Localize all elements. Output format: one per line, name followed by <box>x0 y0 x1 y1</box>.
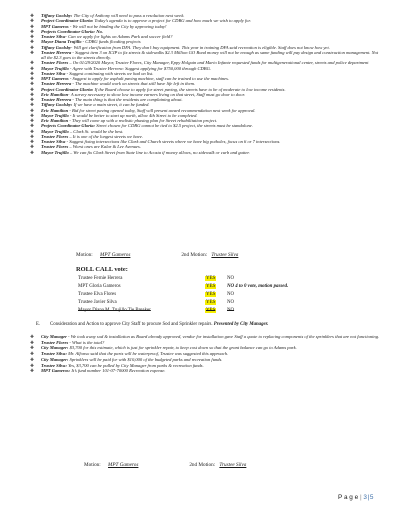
speaker-name: Trustee Silva <box>41 70 66 76</box>
vote-no: NO <box>227 292 235 297</box>
statement-text: - Suggest item 3 on ICIP to fix streets & sidewalks $2.3 Million GO Bond money will not be enough as same funding will pay design and construction management. Not all the $2.3 goes to the streets directly. <box>41 49 379 60</box>
statement-text: - Suggest fixing intersections like Clark and Church streets where we have big potholes, focus on 6 or 7 intersections. <box>66 139 281 144</box>
speaker-name: Mayor Trujillo <box>41 65 69 71</box>
bullet-diamond-icon: ❖ <box>30 133 35 139</box>
statement-text: - Suggest to apply for asphalt paving machine, staff can be trained to use the machines. <box>69 76 230 81</box>
bullet-diamond-icon: ❖ <box>30 34 35 39</box>
statement-text: Today’s agenda is to approve a project for CDBG and how much we wish to apply for. <box>94 18 251 24</box>
page-separator: | <box>367 494 370 501</box>
speaker-name: MPT Gameros <box>41 23 69 29</box>
bullet-diamond-icon: ❖ <box>30 91 35 97</box>
speaker-name: Trustee Herrera <box>41 81 72 87</box>
vote-yes-cell <box>203 283 225 291</box>
bullet-diamond-icon: ❖ <box>30 81 35 87</box>
motion-line-2 <box>84 462 246 468</box>
statement-text: Street chosen for CDBG cannot be tied to $2.5 project, the streets must be standalone. <box>96 123 253 129</box>
bullet-diamond-icon: ❖ <box>30 123 35 129</box>
table-row <box>76 299 339 307</box>
speaker-name: Project Coordinator Gloria: <box>41 86 94 92</box>
statement-text: - Agree with Trustee Herrera: Suggest applying for $750,000 through CDBG. <box>69 65 212 71</box>
footer-divider: | <box>359 494 362 501</box>
second-motion-label: 2nd Motion: <box>189 462 216 468</box>
bullet-diamond-icon: ❖ <box>30 13 35 18</box>
statement-text: - We will not be binding the City by approving today! <box>69 23 167 29</box>
agenda-item-presenter: Presented by City Manager. <box>213 322 269 327</box>
speaker-name: Trustee Silva: <box>41 351 67 357</box>
speaker-name: City Manager: <box>41 345 69 351</box>
speaker-name: Trustee Silva- <box>41 34 67 39</box>
speaker-name: Trustee Flores <box>41 133 69 139</box>
bullet-diamond-icon: ❖ <box>30 23 35 29</box>
roll-call-table <box>76 275 339 315</box>
bullet-diamond-icon: ❖ <box>30 39 35 45</box>
speaker-name: Project Coordinator Gloria: <box>41 18 94 24</box>
page-footer <box>338 494 374 501</box>
bullet-diamond-icon: ❖ <box>30 49 35 55</box>
motion-value: MPT Gameros <box>100 252 131 258</box>
bullet-diamond-icon: ❖ <box>30 118 35 123</box>
statement-text: Sprinklers will be paid for with $10,000 of the budgeted parks and recreation funds. <box>69 356 223 362</box>
statement-text: - They will come up with a realistic phasing plan for Street rehabilitation project. <box>69 118 218 123</box>
vote-yes: YES <box>206 308 216 313</box>
statement-text: – Worst ones are Kalar & Lee Avenues. <box>69 144 141 150</box>
vote-yes: YES <box>206 300 216 305</box>
bullet-diamond-icon: ❖ <box>30 65 35 71</box>
page-total: 5 <box>369 494 374 501</box>
bullet-diamond-icon: ❖ <box>30 107 35 113</box>
motion-value: MPT Gameros <box>108 462 139 468</box>
statement-text: - Bid for street paving opened today, Staff will present award recommendation next week for approval. <box>69 107 256 113</box>
statement-text: Will get clarification from DFA. They don’t buy equipment. This year in training DFA said recreation is eligible. Staff does not know how yet. <box>73 44 330 50</box>
table-row <box>76 283 339 291</box>
speaker-name: Trustee Flores <box>41 60 69 66</box>
vote-no: NO <box>227 308 235 313</box>
statement-text: - What is the total? <box>69 339 105 345</box>
speaker-name: MPT Gameros: <box>41 368 71 374</box>
bullet-diamond-icon: ❖ <box>30 339 35 345</box>
speaker-name: Trustee Herrera <box>41 49 72 55</box>
bullet-diamond-icon: ❖ <box>30 97 35 102</box>
table-row <box>76 275 339 283</box>
table-row <box>76 291 339 299</box>
statement-text: - The machine would work on streets that still have life left in them. <box>72 81 196 87</box>
page-label: P a g e <box>338 494 359 501</box>
statement-text: - It would be better to start up north, allow 4th Street to be completed. <box>69 112 198 118</box>
speaker-name: Trustee Silva: <box>41 362 67 368</box>
speaker-name: Tiffany Goolsby: <box>41 102 73 108</box>
bullet-diamond-icon: ❖ <box>30 139 35 144</box>
motion-line-1 <box>76 252 238 258</box>
voter-name: Trustee Elva Flores <box>78 292 117 297</box>
statement-text: – Clark St. would be the best. <box>69 128 124 134</box>
bullet-diamond-icon: ❖ <box>30 356 35 362</box>
voter-name: Trustee Javier Silva <box>78 300 117 305</box>
bullet-diamond-icon: ❖ <box>30 76 35 81</box>
statement-text: $3,700 for this estimate, which is just for sprinkler repair, to keep cost down so that the grant balance can go to Adams park. <box>69 345 297 351</box>
list-item <box>30 50 382 61</box>
vote-yes: YES <box>206 292 216 297</box>
agenda-item-e <box>36 322 382 328</box>
list-item <box>30 368 382 374</box>
statement-text: - We took away sod & installation as Board already approved, vendor for installation gave Staff a quote to replacing components of the sprinklers that are not functioning. <box>68 334 380 339</box>
vote-yes: YES <box>206 284 216 289</box>
voter-name: MPT Gloria Gameros <box>78 284 121 289</box>
speaker-name: Trustee Flores <box>41 339 69 345</box>
bullet-diamond-icon: ❖ <box>30 144 35 150</box>
bullet-diamond-icon: ❖ <box>30 18 35 24</box>
bullet-diamond-icon: ❖ <box>30 60 35 66</box>
motion-label: Motion: <box>84 462 101 468</box>
vote-yes-cell <box>203 291 225 299</box>
speaker-name: City Manager <box>41 334 67 339</box>
statement-text: – It is one of the longest streets we have. <box>69 133 143 139</box>
speaker-name: Trustee Silva <box>41 139 66 144</box>
bullet-diamond-icon: ❖ <box>30 128 35 134</box>
speaker-name: Projects Coordinator Gloria: No. <box>41 28 103 34</box>
statement-text: - The main thing is that the residents are complaining about. <box>72 97 183 102</box>
speaker-name: Trustee Flores <box>41 144 69 150</box>
statement-text: It’s fund number 101-07-70000 Recreation expense. <box>71 368 166 374</box>
list-item <box>30 150 382 155</box>
bullet-diamond-icon: ❖ <box>30 345 35 351</box>
speaker-name: Projects Coordinator Gloria: <box>41 123 96 129</box>
vote-yes-cell <box>203 299 225 307</box>
speaker-name: Tiffany Goolsby: <box>41 13 73 18</box>
bullet-diamond-icon: ❖ <box>30 44 35 50</box>
statement-text: Yes, $3,700 can be pulled by City Manager from parks & recreation funds. <box>68 362 204 368</box>
statement-text: – On 01/29/2020 Mayor, Trustee Flores, City Manager, Eppy Holguin and Mario Infante requested funds for multigenerational center, streets and police department <box>69 60 369 66</box>
voter-name: Trustee Fernie Herrera <box>78 276 123 281</box>
bullet-diamond-icon: ❖ <box>30 86 35 92</box>
second-motion-value: Trustee Silva <box>211 252 239 258</box>
vote-no: NO <box>227 300 235 305</box>
speaker-name: MPT Gameros <box>41 76 69 81</box>
speaker-name: Mayor Trujillo <box>41 112 69 118</box>
roll-call-title: ROLL CALL vote: <box>76 266 128 273</box>
vote-yes: YES <box>206 276 216 281</box>
vote-no: NO <box>227 276 235 281</box>
speaker-name: Eric Hamilton- <box>41 91 70 97</box>
statement-text: - Suggest continuing with streets we had on list. <box>66 70 154 76</box>
vote-yes-cell <box>203 307 225 315</box>
vote-yes-cell <box>203 275 225 283</box>
speaker-name: Mayor Trujillo <box>41 149 69 155</box>
bullet-diamond-icon: ❖ <box>30 149 35 155</box>
speaker-name: Eric Hamilton <box>41 107 69 113</box>
bullet-diamond-icon: ❖ <box>30 368 35 374</box>
vote-no: NO 4 to 0 vote, motion passed. <box>227 284 289 289</box>
statement-text: A survey necessary to show low income earners living on that street, Staff must go door to door. <box>70 91 245 97</box>
second-motion-value: Trustee Silva <box>219 462 247 468</box>
statement-text: – We can fix Clark Street from State line to Acosta if money allows, no sidewalk or curb and gutter. <box>69 149 250 155</box>
bullet-diamond-icon: ❖ <box>30 28 35 34</box>
bullet-diamond-icon: ❖ <box>30 70 35 76</box>
voter-name: Mayor Diana M. Trujillo Tie Breaker <box>78 308 151 313</box>
speaker-name: City Manager: <box>41 356 69 362</box>
bullet-diamond-icon: ❖ <box>30 351 35 357</box>
statement-text: - CDBG funds flooding projects <box>82 39 141 45</box>
statement-text: If we have a main street, it can be funded. <box>73 102 150 108</box>
discussion-list <box>30 13 382 155</box>
speaker-name: Eric Hamilton <box>41 118 69 123</box>
bullet-diamond-icon: ❖ <box>30 334 35 339</box>
speaker-name: Trustee Herrera <box>41 97 72 102</box>
second-motion-label: 2nd Motion: <box>181 252 208 258</box>
statement-text: Mr. Alfonso said that the parts will be waterproof, Trustee was suggested this approach. <box>68 351 229 357</box>
table-row <box>76 307 339 315</box>
statement-text: If the Board choose to apply for street paving, the streets have to be of moderate to low income residents. <box>94 86 286 92</box>
agenda-item-text: Consideration and Action to approve City Staff to procure Sod and Sprinkler repairs. <box>50 322 213 327</box>
bullet-diamond-icon: ❖ <box>30 102 35 108</box>
motion-label: Motion: <box>76 252 93 258</box>
agenda-item-letter: E. <box>36 322 41 327</box>
speaker-name: Mayor Diana Trujillo <box>41 39 82 45</box>
bullet-diamond-icon: ❖ <box>30 112 35 118</box>
bullet-diamond-icon: ❖ <box>30 362 35 368</box>
page-number: 3 <box>363 494 368 501</box>
statement-text: The City of Anthony will need to pass a resolution next week. <box>73 13 185 18</box>
statement-text: Can we apply for lights on Adams Park and soccer field? <box>68 34 173 39</box>
speaker-name: Tiffany Goolsby- <box>41 44 73 50</box>
discussion-list-2 <box>30 334 382 374</box>
speaker-name: Mayor Trujillo <box>41 128 69 134</box>
